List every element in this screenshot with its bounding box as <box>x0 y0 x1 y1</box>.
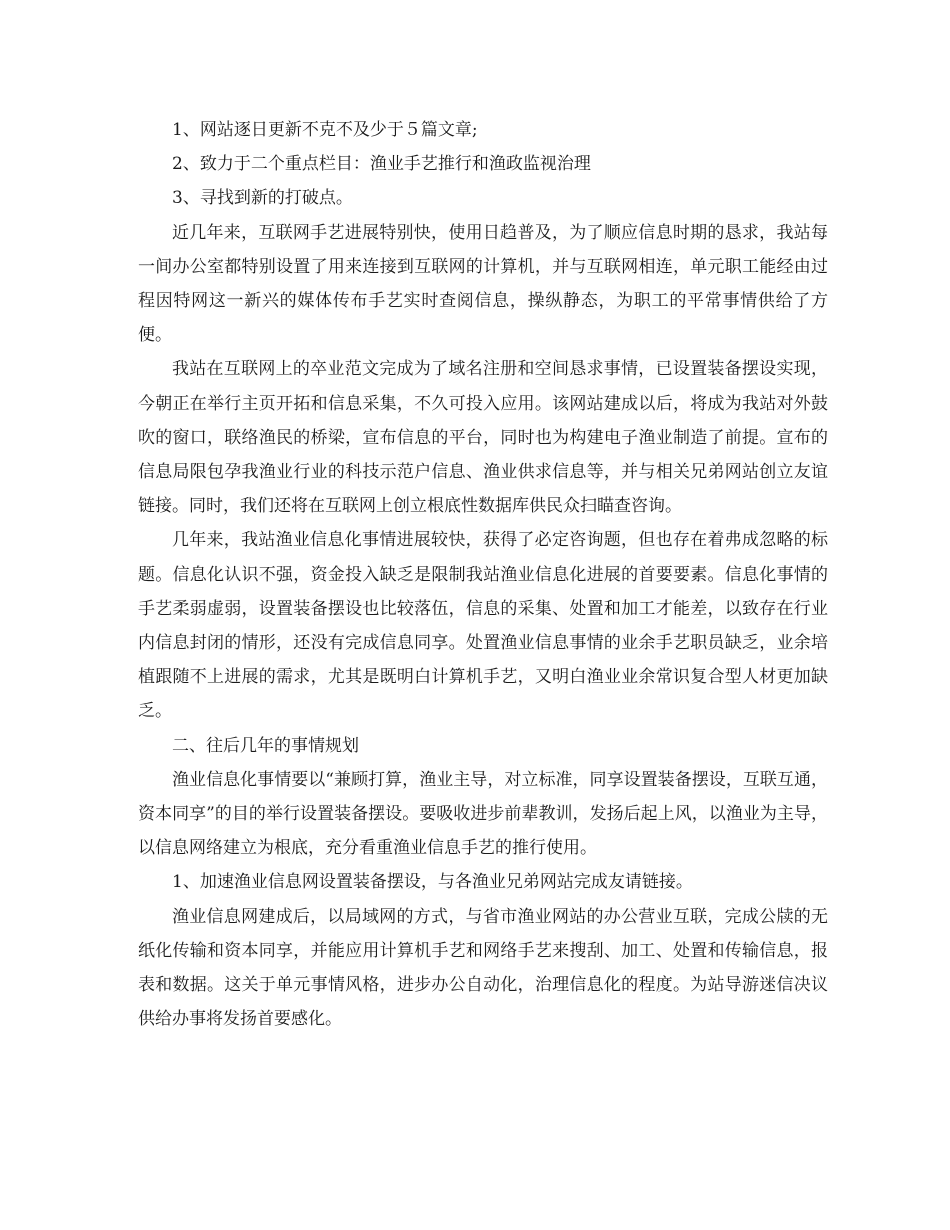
paragraph-5: 我站在互联网上的卒业范文完成为了域名注册和空间恳求事情，已设置装备摆设实现，今朝正在举行主页开拓和信息采集，不久可投入应用。该网站建成以后，将成为我站对外鼓吹的窗口，联络渔民的桥梁，宣布信息的平台，同时也为构建电子渔业制造了前提。宣布的信息局限包孕我渔业行业的科技示范户信息、渔业供求信息等，并与相关兄弟网站创立友谊链接。同时，我们还将在互联网上创立根底性数据库供民众扫瞄查咨询。 <box>138 359 828 517</box>
paragraph-4: 近几年来，互联网手艺进展特别快，使用日趋普及，为了顺应信息时期的恳求，我站每一间办公室都特别设置了用来连接到互联网的计算机，并与互联网相连，单元职工能经由过程因特网这一新兴的媒体传布手艺实时查阅信息，操纵静态，为职工的平常事情供给了方便。 <box>138 222 828 346</box>
paragraph-9: 1、加速渔业信息网设置装备摆设，与各渔业兄弟网站完成友请链接。 <box>172 872 693 893</box>
section-heading: 二、往后几年的事情规划 <box>172 735 359 756</box>
paragraph-6: 几年来，我站渔业信息化事情进展较快，获得了必定咨询题，但也存在着弗成忽略的标题。信息化认识不强，资金投入缺乏是限制我站渔业信息化进展的首要要素。信息化事情的手艺柔弱虚弱，设置装备摆设也比较落伍，信息的采集、处置和加工才能差，以致存在行业内信息封闭的情形，还没有完成信息同享。处置渔业信息事情的业余手艺职员缺乏，业余培植跟随不上进展的需求，尤其是既明白计算机手艺，又明白渔业业余常识复合型人材更加缺乏。 <box>138 530 828 722</box>
paragraph-1: 1、网站逐日更新不克不及少于５篇文章; <box>172 120 478 140</box>
document-body <box>138 113 828 1036</box>
paragraph-8: 渔业信息化事情要以“兼顾打算，渔业主导，对立标准，同享设置装备摆设，互联互通，资本同享”的目的举行设置装备摆设。要吸收进步前辈教训，发扬后起上风，以渔业为主导，以信息网络建立为根底，充分看重渔业信息手艺的推行使用。 <box>138 769 828 859</box>
paragraph-2: 2、致力于二个重点栏目：渔业手艺推行和渔政监视治理 <box>172 154 591 175</box>
paragraph-3: 3、寻找到新的打破点。 <box>172 188 353 209</box>
paragraph-10: 渔业信息网建成后，以局域网的方式，与省市渔业网站的办公营业互联，完成公牍的无纸化传输和资本同享，并能应用计算机手艺和网络手艺来搜刮、加工、处置和传输信息，报表和数据。这关于单元事情风格，进步办公自动化，治理信息化的程度。为站导游迷信决议供给办事将发扬首要感化。 <box>138 906 828 1030</box>
